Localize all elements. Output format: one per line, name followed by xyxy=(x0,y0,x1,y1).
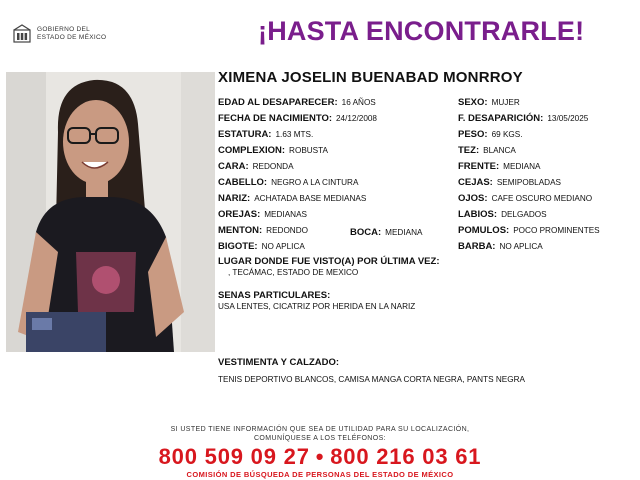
logo-line1: GOBIERNO DEL xyxy=(37,26,91,33)
field-complexion: COMPLEXION: ROBUSTA xyxy=(218,145,329,156)
marks-label: SENAS PARTICULARES: xyxy=(218,290,331,301)
missing-person-photo xyxy=(6,72,215,352)
field-menton: MENTON: REDONDO xyxy=(218,225,309,236)
phone-numbers xyxy=(0,444,640,470)
field-ojos: OJOS: CAFE OSCURO MEDIANO xyxy=(458,193,593,204)
last-seen-label: LUGAR DONDE FUE VISTO(A) POR ÚLTIMA VEZ: xyxy=(218,256,440,267)
field-nariz: NARIZ: ACHATADA BASE MEDIANAS xyxy=(218,193,367,204)
coat-of-arms-icon xyxy=(12,24,32,44)
field-estatura: ESTATURA: 1.63 MTS. xyxy=(218,129,314,140)
field-bigote: BIGOTE: NO APLICA xyxy=(218,241,305,252)
phone-2[interactable]: 800 216 03 61 xyxy=(330,444,482,469)
footer-note-line2: COMUNÍQUESE A LOS TELÉFONOS: xyxy=(253,435,387,442)
last-seen-value: , TECÁMAC, ESTADO DE MEXICO xyxy=(228,268,359,277)
government-logo xyxy=(12,22,130,46)
field-cara: CARA: REDONDA xyxy=(218,161,294,172)
field-barba: BARBA: NO APLICA xyxy=(458,241,543,252)
phone-separator: • xyxy=(315,444,325,469)
field-cabello: CABELLO: NEGRO A LA CINTURA xyxy=(218,177,359,188)
field-orejas: OREJAS: MEDIANAS xyxy=(218,209,307,220)
footer-note-line1: SI USTED TIENE INFORMACIÓN QUE SEA DE UTILIDAD PARA SU LOCALIZACIÓN, xyxy=(170,426,470,433)
field-edad: EDAD AL DESAPARECER: 16 AÑOS xyxy=(218,97,376,108)
headline: ¡HASTA ENCONTRARLE! xyxy=(258,16,585,46)
field-pomulos: POMULOS: POCO PROMINENTES xyxy=(458,225,600,236)
phone-1[interactable]: 800 509 09 27 xyxy=(158,444,310,469)
field-fecha-nacimiento: FECHA DE NACIMIENTO: 24/12/2008 xyxy=(218,113,377,124)
person-name: XIMENA JOSELIN BUENABAD MONRROY xyxy=(218,69,523,86)
field-sexo: SEXO: MUJER xyxy=(458,97,520,108)
field-tez: TEZ: BLANCA xyxy=(458,145,516,156)
clothing-label: VESTIMENTA Y CALZADO: xyxy=(218,357,340,368)
field-boca: BOCA: MEDIANA xyxy=(350,227,423,238)
marks-value: USA LENTES, CICATRIZ POR HERIDA EN LA NARIZ xyxy=(218,302,416,311)
commission-name: COMISIÓN DE BÚSQUEDA DE PERSONAS DEL ESTADO DE MÉXICO xyxy=(186,470,454,479)
field-frente: FRENTE: MEDIANA xyxy=(458,161,541,172)
person-photo-icon xyxy=(6,72,215,352)
field-cejas: CEJAS: SEMIPOBLADAS xyxy=(458,177,562,188)
logo-line2: ESTADO DE MÉXICO xyxy=(37,34,107,41)
clothing-value: TENIS DEPORTIVO BLANCOS, CAMISA MANGA CORTA NEGRA, PANTS NEGRA xyxy=(218,375,525,384)
field-labios: LABIOS: DELGADOS xyxy=(458,209,547,220)
field-desaparicion: F. DESAPARICIÓN: 13/05/2025 xyxy=(458,113,589,124)
field-peso: PESO: 69 KGS. xyxy=(458,129,523,140)
